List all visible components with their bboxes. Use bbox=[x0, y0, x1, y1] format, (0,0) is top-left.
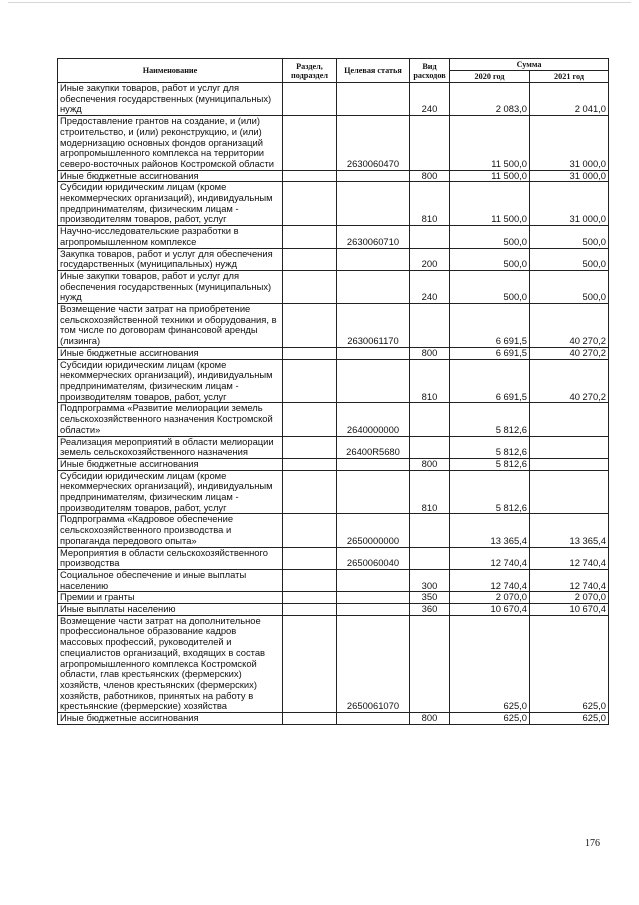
header-type: Вид расходов bbox=[410, 59, 450, 83]
row-section bbox=[283, 270, 337, 303]
row-target bbox=[337, 604, 410, 616]
row-section bbox=[283, 604, 337, 616]
table-header-row bbox=[58, 59, 609, 71]
row-type bbox=[410, 436, 450, 458]
row-section bbox=[283, 547, 337, 569]
row-sum-2021: 625,0 bbox=[530, 615, 609, 712]
row-type: 800 bbox=[410, 170, 450, 182]
row-type bbox=[410, 116, 450, 171]
row-name: Реализация мероприятий в области мелиорации земель сельскохозяйственного назначения bbox=[58, 436, 283, 458]
row-type: 350 bbox=[410, 592, 450, 604]
row-name: Подпрограмма «Кадровое обеспечение сельскохозяйственного производства и пропаганда передового опыта» bbox=[58, 514, 283, 547]
table-row bbox=[58, 713, 609, 725]
row-section bbox=[283, 359, 337, 403]
row-sum-2021: 500,0 bbox=[530, 270, 609, 303]
table-row bbox=[58, 347, 609, 359]
table-row bbox=[58, 604, 609, 616]
table-row bbox=[58, 470, 609, 514]
table-row bbox=[58, 458, 609, 470]
row-sum-2021: 31 000,0 bbox=[530, 170, 609, 182]
row-sum-2021: 500,0 bbox=[530, 248, 609, 270]
row-section bbox=[283, 569, 337, 591]
row-type: 810 bbox=[410, 470, 450, 514]
row-section bbox=[283, 226, 337, 248]
row-name: Научно-исследовательские разработки в агропромышленном комплексе bbox=[58, 226, 283, 248]
row-section bbox=[283, 436, 337, 458]
row-name: Иные бюджетные ассигнования bbox=[58, 347, 283, 359]
row-target: 2630060470 bbox=[337, 116, 410, 171]
row-sum-2021: 31 000,0 bbox=[530, 182, 609, 226]
row-type bbox=[410, 615, 450, 712]
row-sum-2020: 11 500,0 bbox=[450, 182, 530, 226]
row-sum-2021: 625,0 bbox=[530, 713, 609, 725]
row-name: Иные выплаты населению bbox=[58, 604, 283, 616]
table-row bbox=[58, 547, 609, 569]
row-sum-2020: 6 691,5 bbox=[450, 347, 530, 359]
row-sum-2021: 2 070,0 bbox=[530, 592, 609, 604]
row-target: 2630060710 bbox=[337, 226, 410, 248]
row-sum-2020: 6 691,5 bbox=[450, 359, 530, 403]
row-section bbox=[283, 182, 337, 226]
row-type bbox=[410, 547, 450, 569]
table-row bbox=[58, 359, 609, 403]
row-name: Субсидии юридическим лицам (кроме некоммерческих организаций), индивидуальным предпринимателям, физическим лицам - производителям товаров, работ, услуг bbox=[58, 182, 283, 226]
table-row bbox=[58, 403, 609, 436]
row-target: 26400R5680 bbox=[337, 436, 410, 458]
row-sum-2020: 5 812,6 bbox=[450, 436, 530, 458]
table-row bbox=[58, 615, 609, 712]
row-sum-2020: 500,0 bbox=[450, 270, 530, 303]
row-type: 810 bbox=[410, 182, 450, 226]
row-target: 2650060040 bbox=[337, 547, 410, 569]
row-sum-2020: 625,0 bbox=[450, 615, 530, 712]
row-type bbox=[410, 514, 450, 547]
table-row bbox=[58, 182, 609, 226]
table-row bbox=[58, 304, 609, 348]
row-target: 2640000000 bbox=[337, 403, 410, 436]
header-year-2020: 2020 год bbox=[450, 71, 530, 83]
row-sum-2021 bbox=[530, 436, 609, 458]
row-sum-2021: 40 270,2 bbox=[530, 359, 609, 403]
row-type: 240 bbox=[410, 83, 450, 116]
row-sum-2020: 5 812,6 bbox=[450, 458, 530, 470]
row-name: Премии и гранты bbox=[58, 592, 283, 604]
row-sum-2020: 500,0 bbox=[450, 226, 530, 248]
header-name: Наименование bbox=[58, 59, 283, 83]
row-sum-2021 bbox=[530, 470, 609, 514]
row-name: Закупка товаров, работ и услуг для обеспечения государственных (муниципальных) нужд bbox=[58, 248, 283, 270]
row-type bbox=[410, 226, 450, 248]
row-sum-2020: 5 812,6 bbox=[450, 403, 530, 436]
row-sum-2020: 625,0 bbox=[450, 713, 530, 725]
row-sum-2021: 2 041,0 bbox=[530, 83, 609, 116]
header-section: Раздел, подраздел bbox=[283, 59, 337, 83]
row-section bbox=[283, 83, 337, 116]
row-type: 810 bbox=[410, 359, 450, 403]
table-body bbox=[58, 83, 609, 725]
table-row bbox=[58, 270, 609, 303]
table-row bbox=[58, 226, 609, 248]
row-target bbox=[337, 592, 410, 604]
row-name: Мероприятия в области сельскохозяйственного производства bbox=[58, 547, 283, 569]
row-target bbox=[337, 569, 410, 591]
row-type: 200 bbox=[410, 248, 450, 270]
row-name: Возмещение части затрат на дополнительное профессиональное образование кадров массовых профессий, руководителей и специалистов организаций, входящих в состав агропромышленного комплекса Костромской области, глав крестьянских (фермерских) хозяйств, членов крестьянских (фермерских) хозяйств, работников, принятых на работу в крестьянские (фермерские) хозяйства bbox=[58, 615, 283, 712]
header-target: Целевая статья bbox=[337, 59, 410, 83]
row-type: 800 bbox=[410, 458, 450, 470]
table-row bbox=[58, 569, 609, 591]
row-type: 800 bbox=[410, 713, 450, 725]
row-sum-2021 bbox=[530, 403, 609, 436]
row-sum-2020: 11 500,0 bbox=[450, 116, 530, 171]
row-target bbox=[337, 347, 410, 359]
row-type: 300 bbox=[410, 569, 450, 591]
row-section bbox=[283, 458, 337, 470]
row-sum-2021: 13 365,4 bbox=[530, 514, 609, 547]
header-sum: Сумма bbox=[450, 59, 609, 71]
row-sum-2021: 10 670,4 bbox=[530, 604, 609, 616]
row-sum-2021: 40 270,2 bbox=[530, 347, 609, 359]
budget-table bbox=[57, 58, 609, 725]
row-sum-2020: 10 670,4 bbox=[450, 604, 530, 616]
row-sum-2021: 40 270,2 bbox=[530, 304, 609, 348]
row-target bbox=[337, 83, 410, 116]
table-row bbox=[58, 248, 609, 270]
table-row bbox=[58, 592, 609, 604]
row-name: Иные бюджетные ассигнования bbox=[58, 170, 283, 182]
table-row bbox=[58, 116, 609, 171]
row-sum-2021: 31 000,0 bbox=[530, 116, 609, 171]
row-section bbox=[283, 713, 337, 725]
header-year-2021: 2021 год bbox=[530, 71, 609, 83]
row-type bbox=[410, 403, 450, 436]
row-section bbox=[283, 514, 337, 547]
row-target bbox=[337, 170, 410, 182]
row-section bbox=[283, 170, 337, 182]
row-sum-2021 bbox=[530, 458, 609, 470]
row-sum-2021: 500,0 bbox=[530, 226, 609, 248]
row-name: Иные закупки товаров, работ и услуг для обеспечения государственных (муниципальных) нужд bbox=[58, 83, 283, 116]
table-row bbox=[58, 170, 609, 182]
row-name: Субсидии юридическим лицам (кроме некоммерческих организаций), индивидуальным предпринимателям, физическим лицам - производителям товаров, работ, услуг bbox=[58, 359, 283, 403]
row-section bbox=[283, 347, 337, 359]
row-name: Иные бюджетные ассигнования bbox=[58, 713, 283, 725]
row-name: Иные бюджетные ассигнования bbox=[58, 458, 283, 470]
row-type: 240 bbox=[410, 270, 450, 303]
row-section bbox=[283, 116, 337, 171]
row-type bbox=[410, 304, 450, 348]
row-sum-2020: 13 365,4 bbox=[450, 514, 530, 547]
page-top-edge bbox=[8, 2, 631, 3]
row-sum-2020: 500,0 bbox=[450, 248, 530, 270]
row-target bbox=[337, 359, 410, 403]
row-target bbox=[337, 248, 410, 270]
row-sum-2020: 2 070,0 bbox=[450, 592, 530, 604]
row-sum-2020: 2 083,0 bbox=[450, 83, 530, 116]
row-target: 2630061170 bbox=[337, 304, 410, 348]
row-name: Социальное обеспечение и иные выплаты населению bbox=[58, 569, 283, 591]
row-target: 2650061070 bbox=[337, 615, 410, 712]
row-type: 800 bbox=[410, 347, 450, 359]
row-target bbox=[337, 182, 410, 226]
row-sum-2021: 12 740,4 bbox=[530, 547, 609, 569]
row-sum-2020: 11 500,0 bbox=[450, 170, 530, 182]
row-target bbox=[337, 270, 410, 303]
row-name: Возмещение части затрат на приобретение сельскохозяйственной техники и оборудования, в том числе по договорам финансовой аренды (лизинга) bbox=[58, 304, 283, 348]
row-target bbox=[337, 470, 410, 514]
row-section bbox=[283, 304, 337, 348]
row-type: 360 bbox=[410, 604, 450, 616]
row-sum-2020: 12 740,4 bbox=[450, 569, 530, 591]
row-section bbox=[283, 592, 337, 604]
row-section bbox=[283, 615, 337, 712]
row-name: Иные закупки товаров, работ и услуг для обеспечения государственных (муниципальных) нужд bbox=[58, 270, 283, 303]
page-number: 176 bbox=[585, 838, 600, 849]
row-section bbox=[283, 403, 337, 436]
table-row bbox=[58, 514, 609, 547]
row-target bbox=[337, 713, 410, 725]
table-row bbox=[58, 436, 609, 458]
row-name: Предоставление грантов на создание, и (или) строительство, и (или) реконструкцию, и (или) модернизацию основных фондов организаций агропромышленного комплекса на территории северо-восточных районов Костромской области bbox=[58, 116, 283, 171]
row-section bbox=[283, 470, 337, 514]
row-target: 2650000000 bbox=[337, 514, 410, 547]
row-section bbox=[283, 248, 337, 270]
row-target bbox=[337, 458, 410, 470]
table-row bbox=[58, 83, 609, 116]
row-sum-2021: 12 740,4 bbox=[530, 569, 609, 591]
row-sum-2020: 12 740,4 bbox=[450, 547, 530, 569]
row-sum-2020: 6 691,5 bbox=[450, 304, 530, 348]
row-name: Подпрограмма «Развитие мелиорации земель сельскохозяйственного назначения Костромской области» bbox=[58, 403, 283, 436]
row-name: Субсидии юридическим лицам (кроме некоммерческих организаций), индивидуальным предпринимателям, физическим лицам - производителям товаров, работ, услуг bbox=[58, 470, 283, 514]
row-sum-2020: 5 812,6 bbox=[450, 470, 530, 514]
